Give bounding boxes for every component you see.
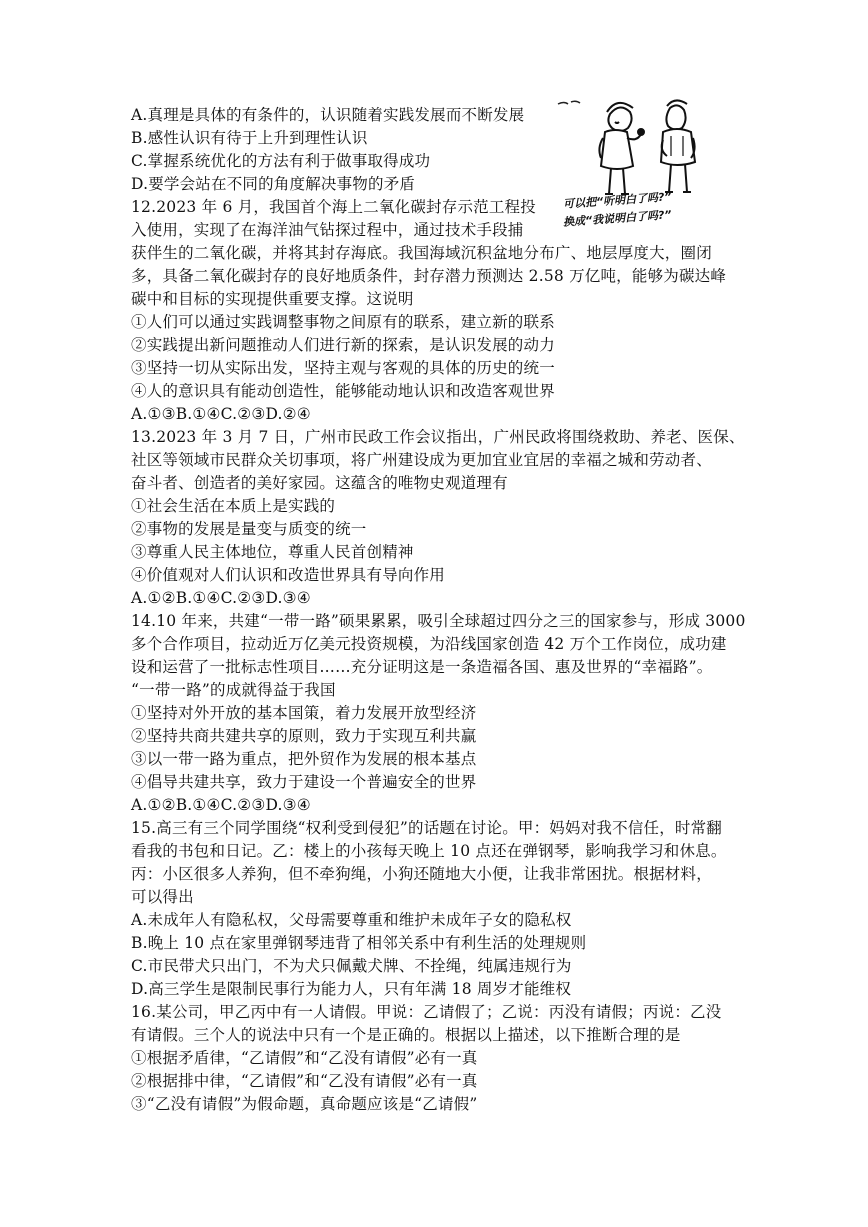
statement-12-2: ②实践提出新问题推动人们进行新的探索，是认识发展的动力 <box>131 336 555 354</box>
statement-12-3: ③坚持一切从实际出发，坚持主观与客观的具体的历史的统一 <box>131 359 555 377</box>
question-15-line: 15.高三有三个同学围绕“权利受到侵犯”的话题在讨论。甲：妈妈对我不信任，时常翻 <box>131 819 723 837</box>
question-14-line: 设和运营了一批标志性项目……充分证明这是一条造福各国、惠及世界的“幸福路”。 <box>131 658 713 676</box>
cartoon-caption-2: 换成“我说明白了吗?” <box>562 208 672 229</box>
statement-12-1: ①人们可以通过实践调整事物之间原有的联系，建立新的联系 <box>131 313 555 331</box>
statement-16-3: ③“乙没有请假”为假命题，真命题应该是“乙请假” <box>131 1095 478 1113</box>
option-15b: B.晚上 10 点在家里弹钢琴违背了相邻关系中有利生活的处理规则 <box>131 934 587 952</box>
question-12-line: 12.2023 年 6 月，我国首个海上二氧化碳封存示范工程投 <box>131 198 536 216</box>
question-15-line: 看我的书包和日记。乙：楼上的小孩每天晚上 10 点还在弹钢琴，影响我学习和休息。 <box>131 842 727 860</box>
question-15-line: 可以得出 <box>131 888 194 906</box>
answer-options-14: A.①②B.①④C.②③D.③④ <box>131 796 311 814</box>
question-13-line: 13.2023 年 3 月 7 日，广州市民政工作会议指出，广州民政将围绕救助、养老、医保、 <box>131 428 745 446</box>
option-15d: D.高三学生是限制民事行为能力人，只有年满 18 周岁才能维权 <box>131 980 572 998</box>
question-13-line: 奋斗者、创造者的美好家园。这蕴含的唯物史观道理有 <box>131 474 508 492</box>
question-14-line: 多个合作项目，拉动近万亿美元投资规模，为沿线国家创造 42 万个工作岗位，成功建 <box>131 635 727 653</box>
question-14-line: “一带一路”的成就得益于我国 <box>131 681 336 699</box>
option-15c: C.市民带犬只出门，不为犬只佩戴犬牌、不拴绳，纯属违规行为 <box>131 957 572 975</box>
option-11d: D.要学会站在不同的角度解决事物的矛盾 <box>131 175 416 193</box>
question-16-line: 有请假。三个人的说法中只有一个是正确的。根据以上描述，以下推断合理的是 <box>131 1026 681 1044</box>
option-11a: A.真理是具体的有条件的，认识随着实践发展而不断发展 <box>131 106 525 124</box>
question-14-line: 14.10 年来，共建“一带一路”硕果累累，吸引全球超过四分之三的国家参与，形成 3000 <box>131 612 746 630</box>
question-12-line: 入使用，实现了在海洋油气钻探过程中，通过技术手段捕 <box>131 221 524 239</box>
statement-13-1: ①社会生活在本质上是实践的 <box>131 497 336 515</box>
statement-13-3: ③尊重人民主体地位，尊重人民首创精神 <box>131 543 414 561</box>
question-12-line: 多，具备二氧化碳封存的良好地质条件，封存潜力预测达 2.58 万亿吨，能够为碳达峰 <box>131 267 727 285</box>
question-16-line: 16.某公司，甲乙丙中有一人请假。甲说：乙请假了；乙说：丙没有请假；丙说：乙没 <box>131 1003 722 1021</box>
statement-14-3: ③以一带一路为重点，把外贸作为发展的根本基点 <box>131 750 477 768</box>
question-12-line: 获伴生的二氧化碳，并将其封存海底。我国海域沉积盆地分布广、地层厚度大，圈闭 <box>131 244 712 262</box>
question-15-line: 丙：小区很多人养狗，但不牵狗绳，小狗还随地大小便，让我非常困扰。根据材料， <box>131 865 712 883</box>
answer-options-13: A.①②B.①④C.②③D.③④ <box>131 589 311 607</box>
statement-14-1: ①坚持对外开放的基本国策，着力发展开放型经济 <box>131 704 477 722</box>
statement-13-4: ④价值观对人们认识和改造世界具有导向作用 <box>131 566 446 584</box>
statement-12-4: ④人的意识具有能动创造性，能够能动地认识和改造客观世界 <box>131 382 555 400</box>
statement-14-2: ②坚持共商共建共享的原则，致力于实现互利共赢 <box>131 727 477 745</box>
statement-16-2: ②根据排中律，“乙请假”和“乙没有请假”必有一真 <box>131 1072 478 1090</box>
cartoon-illustration <box>555 92 740 240</box>
answer-options-12: A.①③B.①④C.②③D.②④ <box>131 405 311 423</box>
question-13-line: 社区等领域市民群众关切事项，将广州建设成为更加宜业宜居的幸福之城和劳动者、 <box>131 451 712 469</box>
option-11c: C.掌握系统优化的方法有利于做事取得成功 <box>131 152 431 170</box>
option-15a: A.未成年人有隐私权，父母需要尊重和维护未成年子女的隐私权 <box>131 911 572 929</box>
option-11b: B.感性认识有待于上升到理性认识 <box>131 129 368 147</box>
question-12-line: 碳中和目标的实现提供重要支撑。这说明 <box>131 290 414 308</box>
cartoon-caption-1: 可以把“听明白了吗?” <box>562 190 672 211</box>
statement-14-4: ④倡导共建共享，致力于建设一个普遍安全的世界 <box>131 773 477 791</box>
statement-13-2: ②事物的发展是量变与质变的统一 <box>131 520 367 538</box>
statement-16-1: ①根据矛盾律，“乙请假”和“乙没有请假”必有一真 <box>131 1049 478 1067</box>
